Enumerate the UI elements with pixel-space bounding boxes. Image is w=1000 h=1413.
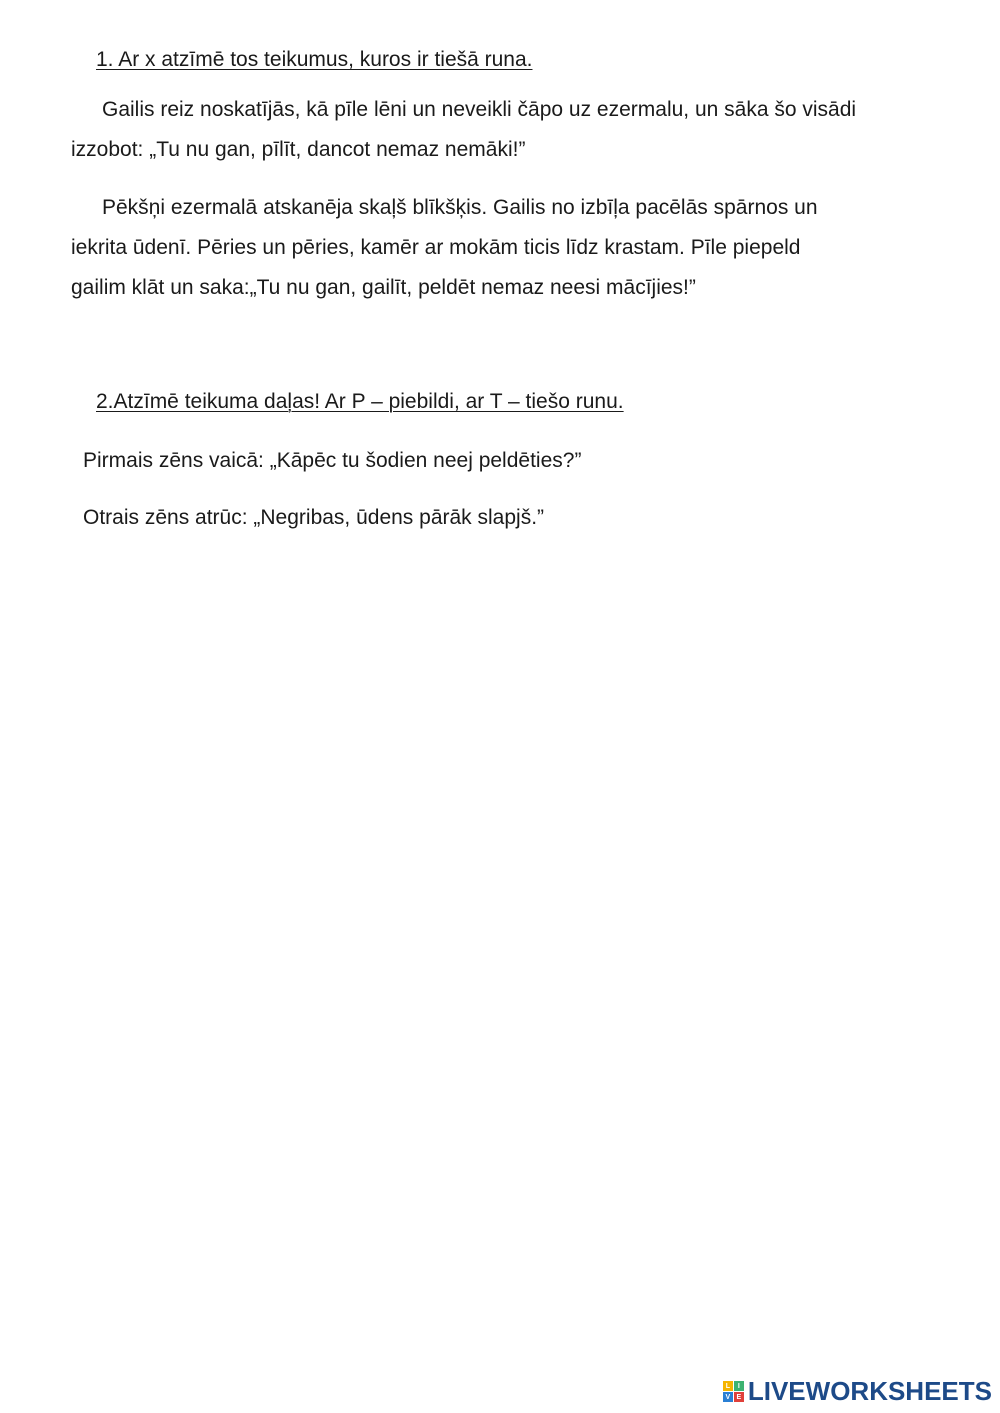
sentence-2[interactable]: Otrais zēns atrūc: „Negribas, ūdens pārāk slapjš.” <box>83 506 545 529</box>
logo-text: LIVEWORKSHEETS <box>747 1376 992 1406</box>
liveworksheets-logo-icon <box>723 1381 744 1402</box>
sentence-1[interactable]: Pirmais zēns vaicā: „Kāpēc tu šodien neej peldēties?” <box>83 449 582 472</box>
story-line[interactable]: izzobot: „Tu nu gan, pīlīt, dancot nemaz nemāki!” <box>71 138 526 161</box>
task-1-title: 1. Ar x atzīmē tos teikumus, kuros ir tiešā runa. <box>96 48 533 71</box>
logo-mark-cell: V <box>723 1392 733 1402</box>
story-line[interactable]: Gailis reiz noskatījās, kā pīle lēni un neveikli čāpo uz ezermalu, un sāka šo visādi <box>102 98 857 121</box>
logo-mark-cell: L <box>723 1381 733 1391</box>
story-line[interactable]: gailim klāt un saka:„Tu nu gan, gailīt, peldēt nemaz neesi mācījies!” <box>71 276 696 299</box>
story-line[interactable]: iekrita ūdenī. Pēries un pēries, kamēr ar mokām ticis līdz krastam. Pīle piepeld <box>71 236 801 259</box>
liveworksheets-logo <box>723 1376 992 1407</box>
task-2-title: 2.Atzīmē teikuma daļas! Ar P – piebildi, ar T – tiešo runu. <box>96 390 624 413</box>
story-paragraph-2 <box>71 196 951 316</box>
story-line[interactable]: Pēkšņi ezermalā atskanēja skaļš blīkšķis. Gailis no izbīļa pacēlās spārnos un <box>102 196 818 219</box>
story-paragraph-1 <box>71 98 951 178</box>
logo-mark-cell: I <box>734 1381 744 1391</box>
logo-mark-cell: E <box>734 1392 744 1402</box>
